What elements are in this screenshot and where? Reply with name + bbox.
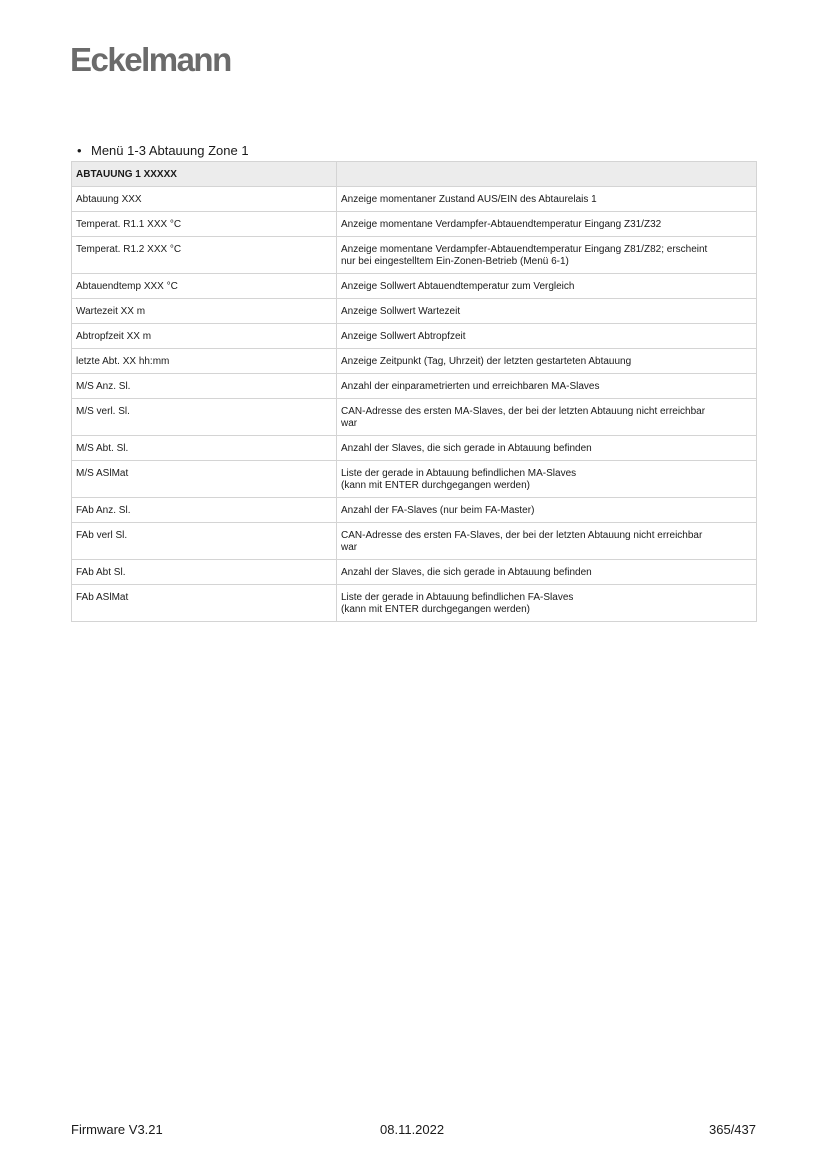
table-row xyxy=(72,585,757,622)
description-line: nur bei eingestelltem Ein-Zonen-Betrieb (Menü 6-1) xyxy=(341,256,569,267)
param-cell: Abtropfzeit XX m xyxy=(72,324,337,349)
description-line: Liste der gerade in Abtauung befindlichen MA-Slaves xyxy=(341,468,577,479)
table-row xyxy=(72,212,757,237)
table-row xyxy=(72,399,757,436)
description-line: war xyxy=(341,542,358,553)
description-line: Anzeige momentane Verdampfer-Abtauendtemperatur Eingang Z81/Z82; erscheint xyxy=(341,244,708,255)
footer-firmware: Firmware V3.21 xyxy=(71,1122,163,1137)
param-cell: Temperat. R1.1 XXX °C xyxy=(72,212,337,237)
description-cell xyxy=(337,274,757,299)
param-cell: FAb Abt Sl. xyxy=(72,560,337,585)
description-line: Anzeige momentaner Zustand AUS/EIN des Abtaurelais 1 xyxy=(341,194,597,205)
description-line: Anzahl der FA-Slaves (nur beim FA-Master) xyxy=(341,505,535,516)
table-row xyxy=(72,374,757,399)
description-cell xyxy=(337,399,757,436)
description-line: CAN-Adresse des ersten FA-Slaves, der bei der letzten Abtauung nicht erreichbar xyxy=(341,530,703,541)
description-cell xyxy=(337,299,757,324)
table-row xyxy=(72,299,757,324)
param-cell: Wartezeit XX m xyxy=(72,299,337,324)
param-cell: FAb ASlMat xyxy=(72,585,337,622)
table-row xyxy=(72,324,757,349)
param-cell: Temperat. R1.2 XXX °C xyxy=(72,237,337,274)
table-row xyxy=(72,187,757,212)
table-row xyxy=(72,436,757,461)
description-line: CAN-Adresse des ersten MA-Slaves, der bei der letzten Abtauung nicht erreichbar xyxy=(341,406,706,417)
description-line: Anzahl der einparametrierten und erreichbaren MA-Slaves xyxy=(341,381,600,392)
param-cell: M/S ASlMat xyxy=(72,461,337,498)
description-line: Anzeige Sollwert Abtauendtemperatur zum Vergleich xyxy=(341,281,575,292)
description-line: Anzeige Sollwert Wartezeit xyxy=(341,306,461,317)
description-cell xyxy=(337,498,757,523)
description-cell xyxy=(337,237,757,274)
table-row xyxy=(72,349,757,374)
param-cell: M/S Anz. Sl. xyxy=(72,374,337,399)
description-cell xyxy=(337,187,757,212)
footer-page-number: 365/437 xyxy=(709,1122,756,1137)
description-cell xyxy=(337,212,757,237)
param-cell: Abtauendtemp XXX °C xyxy=(72,274,337,299)
brand-logo: Eckelmann xyxy=(70,41,231,78)
table-header-param: ABTAUUNG 1 XXXXX xyxy=(72,162,337,187)
description-cell xyxy=(337,560,757,585)
description-cell xyxy=(337,585,757,622)
description-cell xyxy=(337,436,757,461)
table-row xyxy=(72,523,757,560)
description-line: (kann mit ENTER durchgegangen werden) xyxy=(341,604,530,615)
description-line: Anzahl der Slaves, die sich gerade in Abtauung befinden xyxy=(341,567,592,578)
description-line: Liste der gerade in Abtauung befindlichen FA-Slaves xyxy=(341,592,574,603)
description-line: Anzeige momentane Verdampfer-Abtauendtemperatur Eingang Z31/Z32 xyxy=(341,219,662,230)
description-line: Anzeige Zeitpunkt (Tag, Uhrzeit) der letzten gestarteten Abtauung xyxy=(341,356,632,367)
parameter-table xyxy=(71,161,757,622)
section-title: Menü 1-3 Abtauung Zone 1 xyxy=(91,143,249,158)
param-cell: M/S verl. Sl. xyxy=(72,399,337,436)
param-cell: M/S Abt. Sl. xyxy=(72,436,337,461)
footer-date: 08.11.2022 xyxy=(380,1122,445,1137)
param-cell: letzte Abt. XX hh:mm xyxy=(72,349,337,374)
section-heading xyxy=(77,143,249,159)
table-row xyxy=(72,237,757,274)
description-line: war xyxy=(341,418,358,429)
table-row xyxy=(72,274,757,299)
param-cell: Abtauung XXX xyxy=(72,187,337,212)
description-cell xyxy=(337,374,757,399)
param-cell: FAb Anz. Sl. xyxy=(72,498,337,523)
description-cell xyxy=(337,461,757,498)
table-header-row xyxy=(72,162,757,187)
description-line: Anzahl der Slaves, die sich gerade in Abtauung befinden xyxy=(341,443,592,454)
table-header-description xyxy=(337,162,757,187)
param-cell: FAb verl Sl. xyxy=(72,523,337,560)
description-cell xyxy=(337,349,757,374)
description-line: Anzeige Sollwert Abtropfzeit xyxy=(341,331,466,342)
table-row xyxy=(72,498,757,523)
bullet: • xyxy=(77,143,82,158)
table-row xyxy=(72,461,757,498)
description-cell xyxy=(337,523,757,560)
table-row xyxy=(72,560,757,585)
description-cell xyxy=(337,324,757,349)
description-line: (kann mit ENTER durchgegangen werden) xyxy=(341,480,530,491)
